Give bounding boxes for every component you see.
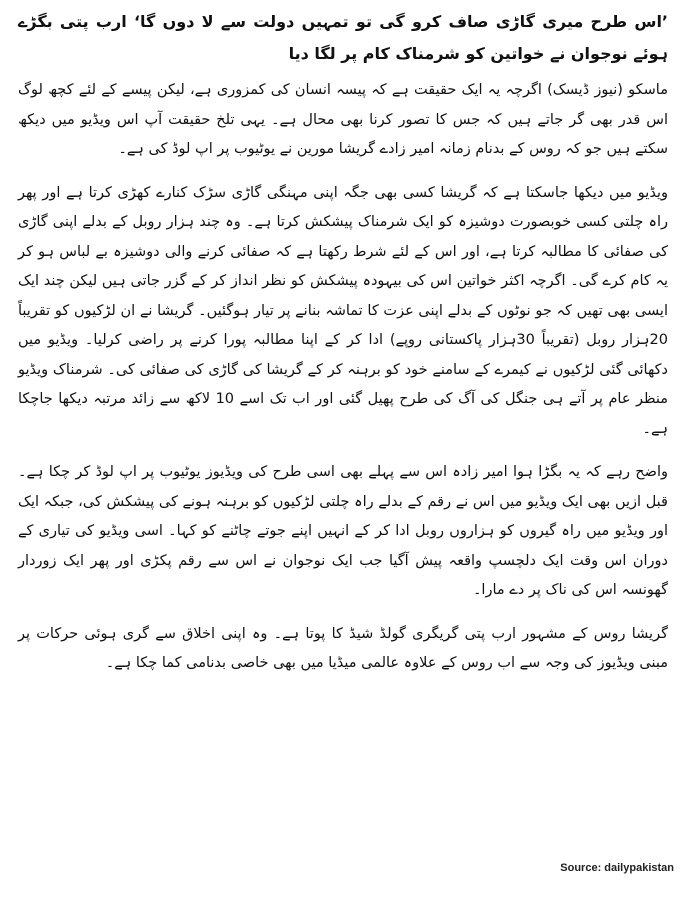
article-paragraph-4: گریشا روس کے مشہور ارب پتی گریگری گولڈ شیڈ کا پوتا ہے۔ وہ اپنی اخلاق سے گری ہوئی حرکات پر مبنی ویڈیوز کی وجہ سے اب روس کے علاوہ عالمی میڈیا میں بھی خاصی بدنامی کما چکا ہے۔: [18, 625, 668, 671]
article-paragraph-1: ماسکو (نیوز ڈیسک) اگرچہ یہ ایک حقیقت ہے کہ پیسہ انسان کی کمزوری ہے، لیکن پیسے کے لئے کچھ لوگ اس قدر بھی گر جاتے ہیں کہ جس کا تصور کرنا بھی محال ہے۔ یہی تلخ حقیقت آپ اس ویڈیو میں دیکھ سکتے ہیں جو کہ روس کے بدنام زمانہ امیر زادے گریشا مورین نے یوٹیوب پر اپ لوڈ کی ہے۔: [18, 82, 668, 157]
article: [18, 6, 668, 693]
article-paragraph-3: واضح رہے کہ یہ بگڑا ہوا امیر زادہ اس سے پہلے بھی اسی طرح کی ویڈیوز یوٹیوب پر اپ لوڈ کر چکا ہے۔ قبل ازیں بھی ایک ویڈیو میں اس نے رقم کے بدلے راہ چلتی لڑکیوں کو برہنہ ہونے کی پیشکش کی، جبکہ ایک اور ویڈیو میں راہ گیروں کو ہزاروں روبل ادا کر کے انہیں اپنے جوتے چاٹنے کو کہا۔ اسی ویڈیو کی تیاری کے دوران اس وقت ایک دلچسپ واقعہ پیش آگیا جب ایک نوجوان نے اس سے رقم پکڑی اور پھر ایک زوردار گھونسہ اس کی ناک پر دے مارا۔: [18, 464, 668, 598]
source-credit: Source: dailypakistan: [560, 862, 674, 874]
article-headline: ’اس طرح میری گاڑی صاف کرو گی تو تمہیں دولت سے لا دوں گا‘ ارب پتی بگڑے ہوئے نوجوان نے خواتین کو شرمناک کام پر لگا دیا: [18, 12, 668, 63]
article-paragraph-2: ویڈیو میں دیکھا جاسکتا ہے کہ گریشا کسی بھی جگہ اپنی مہنگی گاڑی سڑک کنارے کھڑی کرتا ہے اور پھر راہ چلتی کسی خوبصورت دوشیزہ کو ایک شرمناک پیشکش کرتا ہے۔ وہ چند ہزار روبل کے بدلے اپنی گاڑی کی صفائی کا مطالبہ کرتا ہے، اور اس کے لئے شرط رکھتا ہے کہ صفائی کرنے والی دوشیزہ بے لباس ہو کر یہ کام کرے گی۔ اگرچہ اکثر خواتین اس کی بیہودہ پیشکش کو نظر انداز کر کے گزر جاتی ہیں لیکن چند ایک ایسی بھی تھیں کہ جو نوٹوں کے بدلے اپنی عزت کا تماشہ بنانے پر تیار ہوگئیں۔ گریشا نے ان لڑکیوں کو تقریباً 20ہزار روبل (تقریباً 30ہزار پاکستانی روپے) ادا کر کے اپنا مطالبہ پورا کرنے پر راضی کرلیا۔ ویڈیو میں دکھائی گئی لڑکیوں نے کیمرے کے سامنے خود کو برہنہ کر کے گریشا کی گاڑی کی صفائی کی۔ شرمناک ویڈیو منظر عام پر آتے ہی جنگل کی آگ کی طرح پھیل گئی اور اب تک اسے 10 لاکھ سے زائد مرتبہ دیکھا جاچکا ہے۔: [18, 184, 669, 437]
